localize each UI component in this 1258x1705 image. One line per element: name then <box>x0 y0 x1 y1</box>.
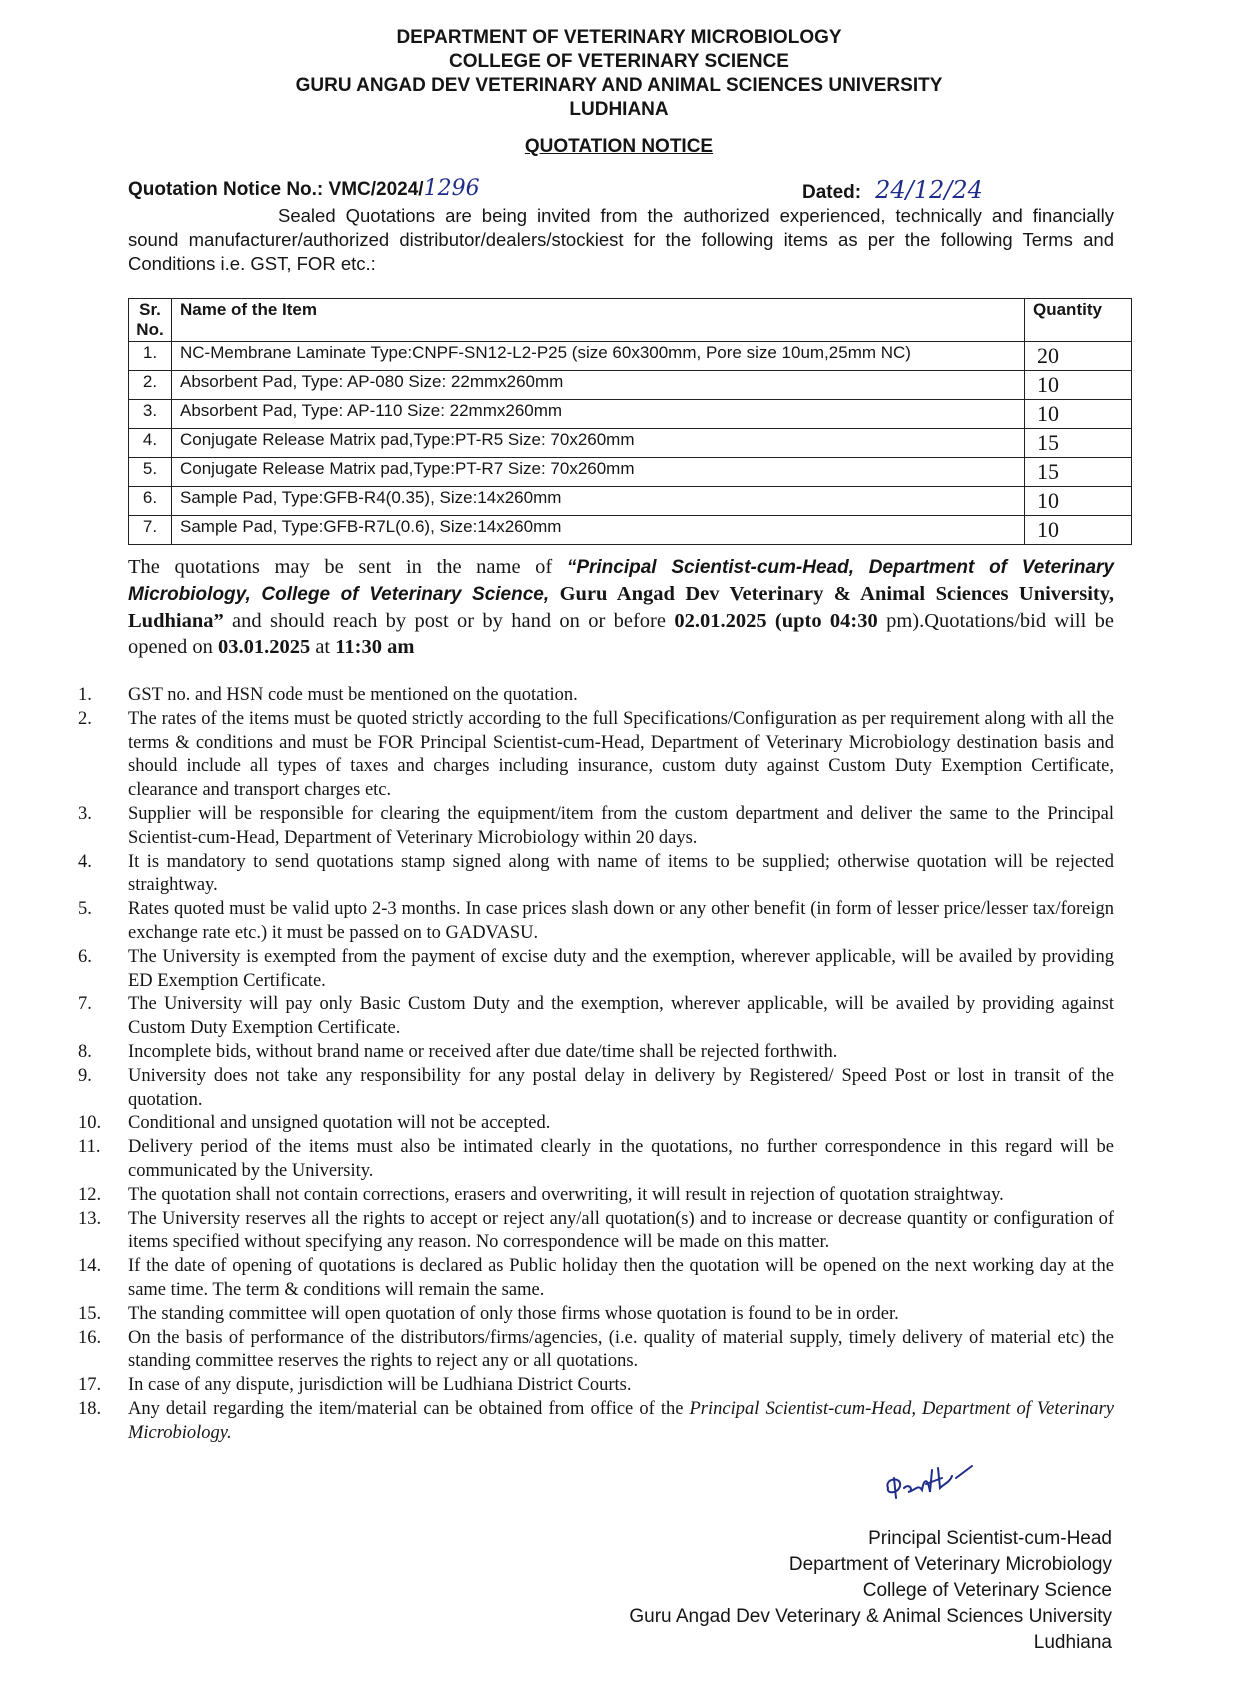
notice-date-label: Dated: <box>802 182 862 203</box>
notice-date-handwritten: 24/12/24 <box>875 176 983 204</box>
term-number: 6. <box>78 946 92 967</box>
term-text: Rates quoted must be valid upto 2-3 months. In case prices slash down or any other benefit (in form of lesser price/lesser tax/foreign exchange rate etc.) it must be passed on to GADVASU. <box>128 899 1114 943</box>
term-text: GST no. and HSN code must be mentioned on the quotation. <box>128 685 578 705</box>
term-number: 1. <box>78 685 92 705</box>
submission-text-1: The quotations may be sent in the name of <box>128 556 567 578</box>
term-item <box>78 1374 1114 1398</box>
column-header-item-name: Name of the Item <box>172 299 1025 342</box>
cell-sr-no: 7. <box>129 516 172 545</box>
term-number: 10. <box>78 1113 102 1134</box>
term-text: Delivery period of the items must also be intimated clearly in the quotations, no further correspondence in this regard will be communicated by the University. <box>128 1137 1114 1181</box>
header-city: LUDHIANA <box>569 99 669 120</box>
signatory-college: College of Veterinary Science <box>862 1580 1112 1601</box>
term-text: If the date of opening of quotations is declared as Public holiday then the quotation will be opened on the next working day at the same time. The term & conditions will remain the same. <box>128 1256 1114 1300</box>
term-text-italic: Principal Scientist-cum-Head, Department of Veterinary Microbiology. <box>128 1398 1114 1443</box>
term-item <box>78 1112 1114 1136</box>
term-item <box>78 803 1114 851</box>
term-number: 7. <box>78 994 92 1015</box>
term-item <box>78 1208 1114 1256</box>
signature-block <box>500 1526 1112 1656</box>
term-item <box>78 993 1114 1041</box>
term-item <box>78 1303 1114 1327</box>
term-text: Any detail regarding the item/material can be obtained from office of the <box>128 1398 690 1419</box>
addressee: “Principal Scientist-cum-Head, Department of Veterinary Microbiology, College of Veterinary Science, <box>128 557 1114 605</box>
header-university: GURU ANGAD DEV VETERINARY AND ANIMAL SCIENCES UNIVERSITY <box>295 75 943 96</box>
term-number: 9. <box>78 1065 92 1086</box>
table-row <box>129 458 1132 487</box>
term-item <box>78 851 1114 899</box>
table-row <box>129 429 1132 458</box>
cell-sr-no: 2. <box>129 371 172 400</box>
term-number: 17. <box>78 1375 102 1396</box>
cell-quantity: 20 <box>1025 342 1132 371</box>
term-item <box>78 1184 1114 1208</box>
cell-sr-no: 1. <box>129 342 172 371</box>
term-number: 12. <box>78 1184 102 1205</box>
opening-date: 03.01.2025 <box>217 636 311 658</box>
term-number: 2. <box>78 708 92 729</box>
notice-number-handwritten: 1296 <box>423 176 480 201</box>
cell-quantity: 10 <box>1025 516 1132 545</box>
term-item <box>78 1255 1114 1303</box>
term-number: 8. <box>78 1041 92 1062</box>
term-text: Conditional and unsigned quotation will not be accepted. <box>128 1113 551 1134</box>
cell-item-name: Conjugate Release Matrix pad,Type:PT-R7 Size: 70x260mm <box>172 458 1025 487</box>
notice-number-label: Quotation Notice No.: VMC/2024/ <box>128 179 424 200</box>
submission-text-2: and should reach by post or by hand on or before <box>223 610 675 632</box>
submission-paragraph <box>128 554 1114 660</box>
term-item <box>78 946 1114 994</box>
items-table <box>128 298 1132 545</box>
term-item <box>78 898 1114 946</box>
submission-text-3: pm).Quotations/bid will be opened on <box>128 610 1114 658</box>
notice-date <box>802 176 983 204</box>
cell-quantity: 10 <box>1025 400 1132 429</box>
table-row <box>129 342 1132 371</box>
term-number: 3. <box>78 803 92 824</box>
letterhead <box>0 26 1258 122</box>
intro-paragraph: Sealed Quotations are being invited from the authorized experienced, technically and financially sound manufacturer/authorized distributor/dealers/stockiest for the following items as per the following Terms and Conditions i.e. GST, FOR etc.: <box>128 205 1114 274</box>
signatory-title: Principal Scientist-cum-Head <box>868 1528 1112 1549</box>
cell-item-name: Conjugate Release Matrix pad,Type:PT-R5 Size: 70x260mm <box>172 429 1025 458</box>
term-number: 15. <box>78 1303 102 1324</box>
cell-sr-no: 6. <box>129 487 172 516</box>
term-text: The standing committee will open quotation of only those firms whose quotation is found to be in order. <box>128 1303 899 1324</box>
column-header-sr-no: Sr. No. <box>129 299 172 342</box>
signatory-university: Guru Angad Dev Veterinary & Animal Sciences University <box>629 1606 1112 1627</box>
term-text: The University reserves all the rights to accept or reject any/all quotation(s) and to increase or decrease quantity or configuration of items specified without specifying any reason. No correspondence will be made on this matter. <box>128 1208 1114 1253</box>
signatory-city: Ludhiana <box>1033 1632 1112 1653</box>
term-item <box>78 684 1114 708</box>
term-item <box>78 1327 1114 1375</box>
terms-list <box>78 684 1114 1446</box>
term-text: Supplier will be responsible for clearing the equipment/item from the custom department and deliver the same to the Principal Scientist-cum-Head, Department of Veterinary Microbiology within 20 days. <box>128 803 1114 848</box>
term-number: 5. <box>78 899 92 920</box>
opening-time: 11:30 am <box>335 636 415 658</box>
table-header-row <box>129 299 1132 342</box>
notice-number <box>128 176 480 201</box>
term-number: 16. <box>78 1327 102 1348</box>
term-item <box>78 1065 1114 1113</box>
term-number: 14. <box>78 1256 102 1277</box>
handwritten-signature <box>880 1448 980 1508</box>
term-item <box>78 1041 1114 1065</box>
cell-item-name: Absorbent Pad, Type: AP-110 Size: 22mmx260mm <box>172 400 1025 429</box>
term-text: University does not take any responsibility for any postal delay in delivery by Registered/ Speed Post or lost in transit of the quotation. <box>128 1065 1114 1110</box>
term-text: In case of any dispute, jurisdiction will be Ludhiana District Courts. <box>128 1375 632 1396</box>
submission-text-4: at <box>310 636 336 658</box>
cell-quantity: 15 <box>1025 458 1132 487</box>
term-item <box>78 708 1114 803</box>
table-row <box>129 400 1132 429</box>
notice-title <box>0 136 1258 158</box>
cell-sr-no: 4. <box>129 429 172 458</box>
header-college: COLLEGE OF VETERINARY SCIENCE <box>449 51 789 72</box>
cell-quantity: 10 <box>1025 371 1132 400</box>
term-text: The rates of the items must be quoted strictly according to the full Specifications/Configuration as per requirement along with all the terms & conditions and must be FOR Principal Scientist-cum-Head, Department of Veterinary Microbiology destination basis and should include all types of taxes and charges including insurance, custom duty against Custom Duty Exemption Certificate, clearance and transport charges etc. <box>128 708 1114 801</box>
cell-sr-no: 5. <box>129 458 172 487</box>
university-name: Guru Angad Dev Veterinary & Animal Sciences University, Ludhiana” <box>128 583 1114 632</box>
cell-quantity: 15 <box>1025 429 1132 458</box>
term-item <box>78 1136 1114 1184</box>
term-item <box>78 1398 1114 1446</box>
column-header-quantity: Quantity <box>1025 299 1132 342</box>
signatory-department: Department of Veterinary Microbiology <box>788 1554 1112 1575</box>
cell-item-name: Sample Pad, Type:GFB-R7L(0.6), Size:14x260mm <box>172 516 1025 545</box>
term-number: 18. <box>78 1398 102 1419</box>
cell-item-name: Absorbent Pad, Type: AP-080 Size: 22mmx260mm <box>172 371 1025 400</box>
term-text: It is mandatory to send quotations stamp signed along with name of items to be supplied; otherwise quotation will be rejected straightway. <box>128 851 1114 896</box>
term-text: On the basis of performance of the distributors/firms/agencies, (i.e. quality of material supply, timely delivery of material etc) the standing committee reserves the rights to reject any or all quotations. <box>128 1327 1114 1372</box>
submission-deadline: 02.01.2025 (upto 04:30 <box>674 610 878 632</box>
term-number: 11. <box>78 1137 101 1158</box>
table-row <box>129 371 1132 400</box>
cell-quantity: 10 <box>1025 487 1132 516</box>
cell-sr-no: 3. <box>129 400 172 429</box>
term-text: The University is exempted from the payment of excise duty and the exemption, wherever applicable, will be availed by providing ED Exemption Certificate. <box>128 946 1114 991</box>
term-text: The University will pay only Basic Custom Duty and the exemption, wherever applicable, will be availed by providing against Custom Duty Exemption Certificate. <box>128 994 1114 1039</box>
header-department: DEPARTMENT OF VETERINARY MICROBIOLOGY <box>396 27 842 48</box>
table-row <box>129 487 1132 516</box>
term-text: The quotation shall not contain corrections, erasers and overwriting, it will result in rejection of quotation straightway. <box>128 1184 1004 1205</box>
notice-title-text: QUOTATION NOTICE <box>524 136 714 157</box>
cell-item-name: NC-Membrane Laminate Type:CNPF-SN12-L2-P25 (size 60x300mm, Pore size 10um,25mm NC) <box>172 342 1025 371</box>
term-text: Incomplete bids, without brand name or received after due date/time shall be rejected forthwith. <box>128 1041 838 1062</box>
term-number: 4. <box>78 851 92 872</box>
table-row <box>129 516 1132 545</box>
term-number: 13. <box>78 1208 102 1229</box>
cell-item-name: Sample Pad, Type:GFB-R4(0.35), Size:14x260mm <box>172 487 1025 516</box>
